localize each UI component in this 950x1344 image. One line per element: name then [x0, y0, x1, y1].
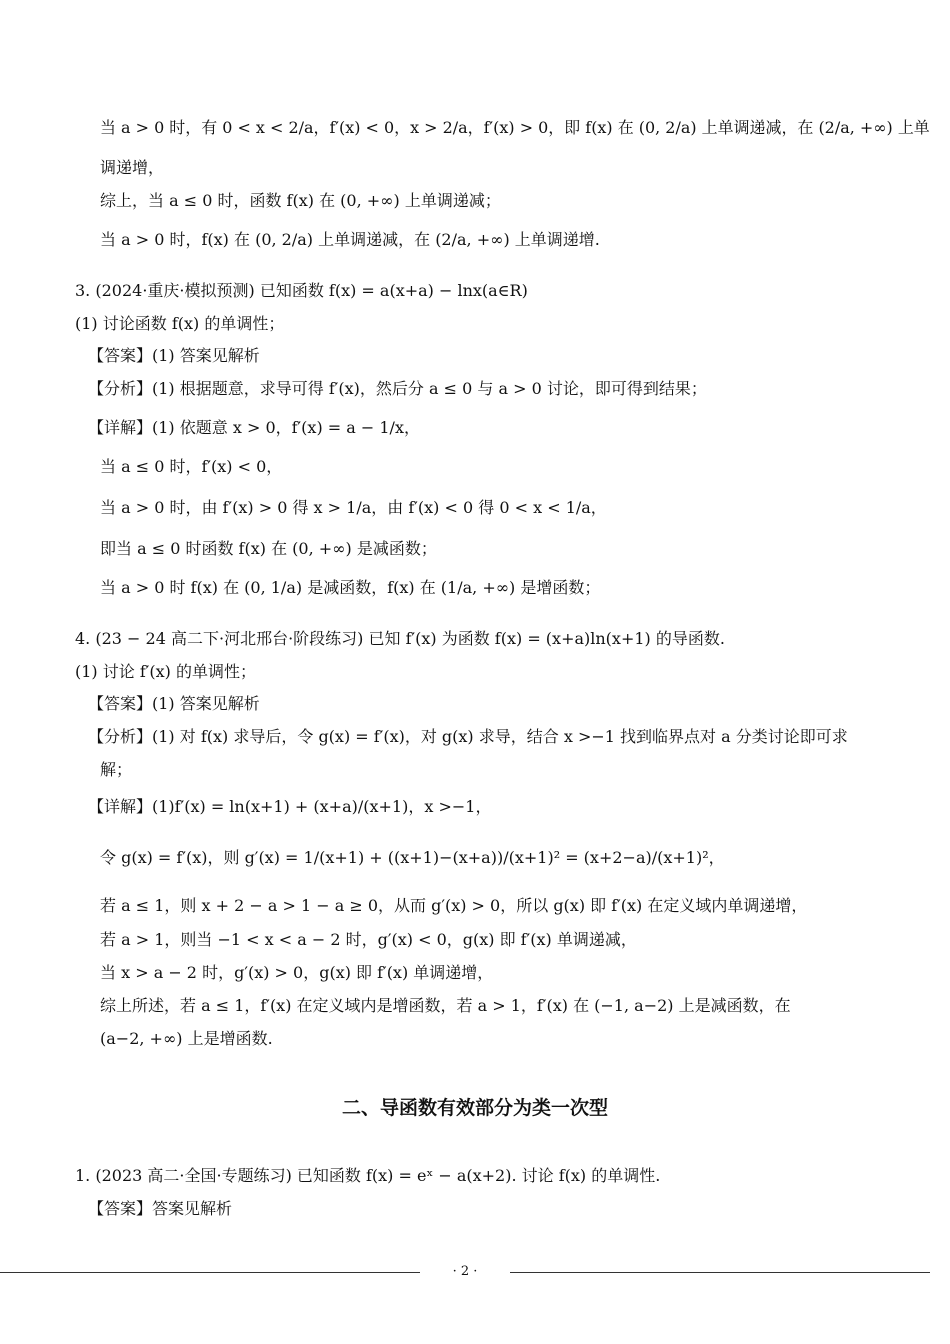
text-line: (1) 讨论函数 f(x) 的单调性； [75, 314, 285, 333]
text-line: 解； [100, 760, 133, 779]
text-line: 当 a > 0 时，f(x) 在 (0, 2/a) 上单调递减，在 (2/a, +∞) 上单调递增. [100, 230, 600, 249]
text-line: 若 a > 1，则当 −1 < x < a − 2 时，g′(x) < 0，g(x) 即 f′(x) 单调递减， [100, 930, 637, 949]
text-line: 【详解】(1) 依题意 x > 0，f′(x) = a − 1/x， [88, 418, 420, 437]
text-line: 当 x > a − 2 时，g′(x) > 0，g(x) 即 f′(x) 单调递增， [100, 963, 494, 982]
text-line: 3. (2024·重庆·模拟预测) 已知函数 f(x) = a(x+a) − lnx(a∈R) [75, 281, 528, 300]
section-heading: 二、导函数有效部分为类一次型 [341, 1097, 608, 1119]
text-line: 4. (23 − 24 高二下·河北邢台·阶段练习) 已知 f′(x) 为函数 f(x) = (x+a)ln(x+1) 的导函数. [75, 629, 725, 648]
text-line: 【分析】(1) 根据题意，求导可得 f′(x)，然后分 a ≤ 0 与 a > 0 讨论，即可得到结果； [88, 379, 707, 398]
text-line: 当 a ≤ 0 时，f′(x) < 0， [100, 457, 283, 476]
text-line: 综上，当 a ≤ 0 时，函数 f(x) 在 (0, +∞) 上单调递减； [100, 191, 501, 210]
text-line: 【答案】答案见解析 [88, 1199, 233, 1218]
page-number: · 2 · [420, 1262, 510, 1282]
text-line: (1) 讨论 f′(x) 的单调性； [75, 662, 256, 681]
text-line: 若 a ≤ 1，则 x + 2 − a > 1 − a ≥ 0，从而 g′(x) > 0，所以 g(x) 即 f′(x) 在定义域内单调递增， [100, 896, 808, 915]
text-line: 当 a > 0 时 f(x) 在 (0, 1/a) 是减函数，f(x) 在 (1/a, +∞) 是增函数； [100, 578, 601, 597]
text-line: 1. (2023 高二·全国·专题练习) 已知函数 f(x) = eˣ − a(x+2). 讨论 f(x) 的单调性. [75, 1166, 661, 1185]
text-line: 调递增， [100, 158, 165, 177]
text-line: 令 g(x) = f′(x)，则 g′(x) = 1/(x+1) + ((x+1)−(x+a))/(x+1)² = (x+2−a)/(x+1)²， [100, 848, 725, 867]
text-line: 【分析】(1) 对 f(x) 求导后，令 g(x) = f′(x)，对 g(x) 求导，结合 x >−1 找到临界点对 a 分类讨论即可求 [88, 727, 848, 746]
text-line: 【答案】(1) 答案见解析 [88, 694, 260, 713]
text-line: 综上所述，若 a ≤ 1，f′(x) 在定义域内是增函数，若 a > 1，f′(x) 在 (−1, a−2) 上是减函数，在 [100, 996, 791, 1015]
text-line: 当 a > 0 时，有 0 < x < 2/a，f′(x) < 0，x > 2/a，f′(x) > 0，即 f(x) 在 (0, 2/a) 上单调递减，在 (2/a, +∞) 上单 [100, 118, 930, 137]
text-line: 当 a > 0 时，由 f′(x) > 0 得 x > 1/a，由 f′(x) < 0 得 0 < x < 1/a， [100, 498, 607, 517]
text-line: 【详解】(1)f′(x) = ln(x+1) + (x+a)/(x+1)，x >−1， [88, 797, 492, 816]
text-line: (a−2, +∞) 上是增函数. [100, 1029, 273, 1048]
text-line: 【答案】(1) 答案见解析 [88, 346, 260, 365]
text-line: 即当 a ≤ 0 时函数 f(x) 在 (0, +∞) 是减函数； [100, 539, 437, 558]
